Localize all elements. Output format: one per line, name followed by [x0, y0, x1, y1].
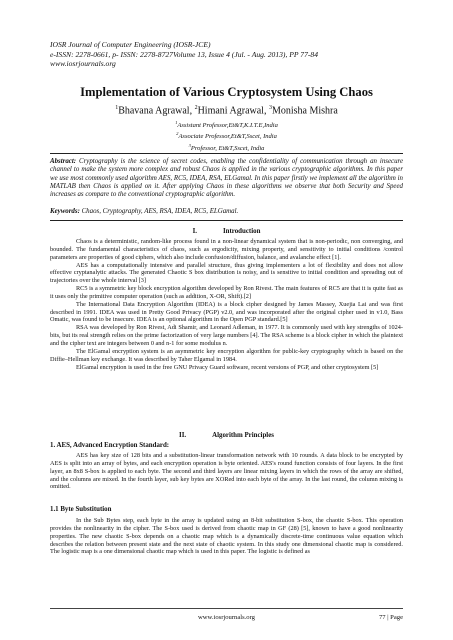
author-name: Monisha Mishra [271, 105, 338, 117]
author-sup: 3 [268, 105, 272, 111]
abstract [50, 158, 403, 199]
journal-name: IOSR Journal of Computer Engineering (IOSR-JCE) [50, 40, 211, 49]
paragraph: ElGamal encryption is used in the free GNU Privacy Guard software, recent versions of PGP, and other cryptosystem [5] [76, 363, 379, 371]
section-title: Algorithm Principles [212, 432, 274, 439]
section-title: Introduction [223, 228, 261, 235]
abstract-bottom-rule [50, 220, 403, 221]
affiliation-text: Assistant Professor,Et&T,K.I.T.E,India [177, 122, 278, 130]
author-sup: 2 [194, 105, 198, 111]
section-heading-introduction [0, 228, 453, 235]
paper-title: Implementation of Various Cryptosystem Using Chaos [80, 85, 373, 99]
author-list [0, 105, 453, 116]
affiliation-sup: 3 [188, 142, 191, 148]
paragraph: AES has a computationally intensive and parallel structure, thus giving implementers a lot of flexibility and does not allow effective cryptanalytic attacks. The generated Chaotic S box distribution is noisy, and is sensitive to initial condition and spreading out of trajectories over the whole interval [3] [50, 261, 403, 285]
section-number: I. [192, 228, 197, 235]
keywords-label: Keywords: [50, 208, 80, 215]
paragraph: RSA was developed by Ron Rivest, Adi Shamir, and Leonard Adleman, in 1977. It is commonly used with key strengths of 1024-bits, but its real strength relies on the prime factorization of very large numbers [4]. The RSA scheme is a block cipher in which the plaintext and the cipher text are integers between 0 and n-1 for some modulus n. [50, 324, 403, 347]
paragraph: Chaos is a deterministic, random-like process found in a non-linear dynamical system that is non-periodic, non converging, and bounded. The fundamental characteristics of chaos, such as ergodicity, mixing property, and sensitivity to initial conditions /control parameters are properties of good ciphers, which also include confusion/diffusion, balance, and avalanche effect [1]. [50, 238, 403, 261]
footer-rule [50, 608, 403, 609]
affiliation-sup: 1 [175, 120, 178, 125]
introduction-body [50, 238, 403, 371]
author-sup: 1 [115, 105, 119, 111]
affiliation-sup: 2 [176, 131, 179, 137]
subsection-heading-byte-substitution: 1.1 Byte Substitution [50, 506, 112, 513]
journal-header [50, 40, 318, 69]
paragraph: In the Sub Bytes step, each byte in the array is updated using an 8-bit substitution S-box, the chaotic S-box. This operation provides the nonlinearity in the cipher. The S-box used is derived from chaotic map in GF (28) [5], known to have a good nonlinearity properties. The new chaotic S-box depends on a chaotic map which is a dynamically discrete-time continuous value equation which describes the relation between present state and the next state of chaotic system. In this study one dimensional chaotic map is considered. The logistic map is a one dimensional chaotic map which is used in this paper. The logistic is defined as [50, 517, 403, 556]
author-name: Bhavana Agrawal, [118, 105, 195, 117]
affiliation-text: Associate Professor,Et&T,Sscet, India [178, 133, 277, 141]
paragraph: The ElGamal encryption system is an asymmetric key encryption algorithm for public-key cryptography which is based on the Diffie–Hellman key exchange. It was described by Taher Elgamal in 1984. [50, 347, 403, 363]
journal-site[interactable]: www.iosrjournals.org [50, 59, 116, 69]
keywords-text: Chaos, Cryptography, AES, RSA, IDEA, RC5, ELGamal. [79, 208, 239, 215]
affiliation-list [0, 119, 453, 153]
affiliation-text: Professor, Et&T,Sscet, India [190, 144, 265, 152]
page-number: 77 | Page [378, 614, 403, 621]
footer-url[interactable]: www.iosrjournals.org [198, 614, 255, 621]
subsection-heading-aes: 1. AES, Advanced Encryption Standard: [50, 442, 170, 449]
keywords [50, 208, 403, 215]
abstract-label: Abstract: [50, 158, 77, 165]
paragraph: The International Data Encryption Algorithm (IDEA) is a block cipher designed by James Massey, Xuejia Lai and was first described in 1991. IDEA was used in Pretty Good Privacy (PGP) v2.0, and was incorporated after the original cipher used in v1.0, Bass Omatic, was found to be insecure. IDEA is an optional algorithm in the Open PGP standard.[5] [50, 300, 403, 324]
affiliation [0, 142, 453, 153]
paragraph: RC5 is a symmetric key block encryption algorithm developed by Ron Rivest. The main features of RC5 are that it is quite fast as it uses only the primitive computer operation (such as addition, X-OR, Shift).[2] [50, 285, 403, 300]
affiliation [0, 130, 453, 141]
byte-substitution-body [50, 517, 403, 556]
section-number: II. [179, 432, 187, 439]
section-heading-algorithm-principles [0, 432, 453, 439]
affiliation [0, 119, 453, 130]
journal-issn: e-ISSN: 2278-0661, p- ISSN: 2278-8727Volume 13, Issue 4 (Jul. - Aug. 2013), PP 77-84 [50, 49, 318, 59]
aes-body [50, 452, 403, 491]
abstract-text: Cryptography is the science of secret codes, enabling the confidentiality of communication through an insecure channel to make the system more complex and robust Chaos is applied in the various cryptographic algorithms. In this paper we use most commonly used algorithm AES, RC5, IDEA, RSA, ELGamal. In this paper firstly we implement all the algorithm in MATLAB then Chaos is applied on it. After applying Chaos in these algorithms we observe that both Security and Speed increases as compare to the conventional cryptographic algorithm. [50, 158, 403, 199]
abstract-top-rule [50, 153, 403, 154]
paragraph: AES has key size of 128 bits and a substitution-linear transformation network with 10 rounds. A data block to be encrypted by AES is split into an array of bytes, and each encryption operation is byte oriented. AES's round function consists of four layers. In the first layer, an 8x8 S-box is applied to each byte. The second and third layers are linear mixing layers in which the rows of the array are shifted, and the columns are mixed. In the fourth layer, sub key bytes are XORed into each byte of the array. In the last round, the column mixing is omitted. [50, 452, 403, 491]
author-name: Himani Agrawal, [197, 105, 269, 117]
